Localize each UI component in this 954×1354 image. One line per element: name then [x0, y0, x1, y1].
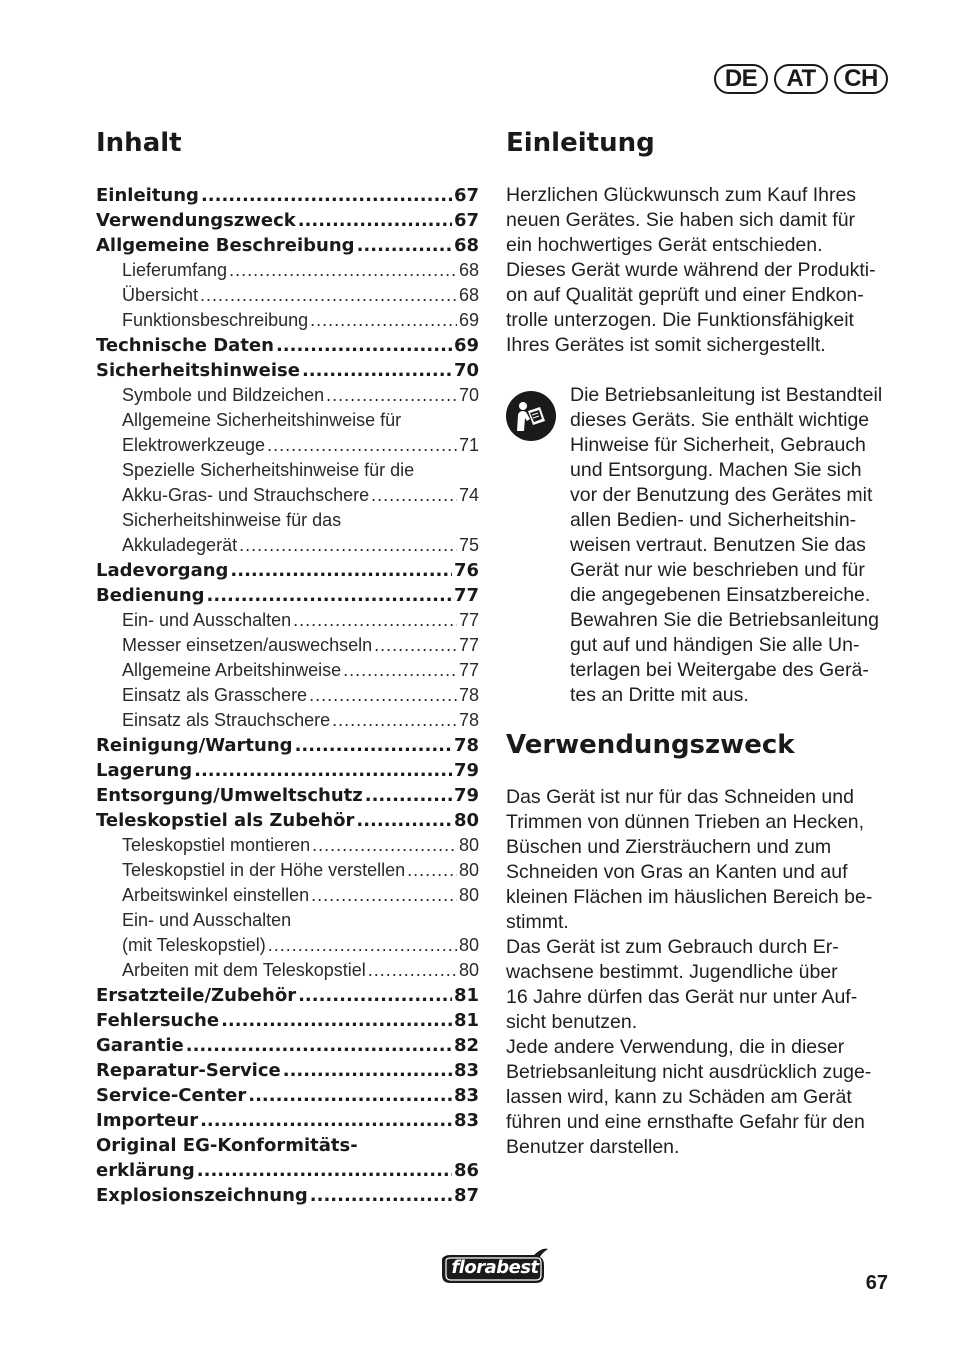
toc-dot-leader	[343, 658, 457, 683]
toc-dot-leader	[197, 1158, 452, 1183]
text-line: weisen vertraut. Benutzen Sie das	[570, 534, 866, 556]
toc-entry-page: 70	[458, 385, 479, 405]
toc-row	[96, 558, 479, 583]
toc-row	[96, 758, 479, 783]
toc-entry-title: Verwendungszweck	[96, 210, 296, 231]
text-line: kleinen Flächen im häuslichen Bereich be-	[506, 886, 873, 908]
toc-entry-title: Importeur	[96, 1110, 199, 1131]
toc-entry-title: Spezielle Sicherheitshinweise für die	[122, 460, 415, 480]
toc-entry-page: 77	[458, 610, 479, 630]
text-line: Herzlichen Glückwunsch zum Kauf Ihres	[506, 184, 857, 206]
toc-entry-title: Symbole und Bildzeichen	[122, 385, 325, 405]
toc-row	[96, 333, 479, 358]
table-of-contents	[96, 183, 479, 1208]
toc-entry-page: 70	[453, 360, 479, 381]
toc-entry-title: Garantie	[96, 1035, 184, 1056]
toc-dot-leader	[230, 558, 452, 583]
text-line: trolle unterzogen. Die Funktionsfähigkeit	[506, 309, 854, 331]
toc-row	[96, 283, 479, 308]
toc-dot-leader	[194, 758, 452, 783]
toc-entry-title: Ein- und Ausschalten	[122, 610, 292, 630]
purpose-heading: Verwendungszweck	[506, 730, 795, 760]
text-line: on auf Qualität geprüft und einer Endkon-	[506, 284, 864, 306]
text-line: Schneiden von Gras an Kanten und auf	[506, 861, 848, 883]
toc-dot-leader	[186, 1033, 452, 1058]
toc-entry-page: 69	[453, 335, 479, 356]
toc-entry-title: (mit Teleskopstiel)	[122, 935, 266, 955]
toc-entry-page: 80	[453, 810, 479, 831]
toc-entry-title: Allgemeine Arbeitshinweise	[122, 660, 342, 680]
toc-row	[96, 1133, 479, 1158]
toc-entry-title: Einsatz als Grasschere	[122, 685, 308, 705]
intro-heading: Einleitung	[506, 128, 655, 158]
toc-entry-page: 79	[453, 785, 479, 806]
toc-entry-title: Technische Daten	[96, 335, 274, 356]
toc-row	[96, 208, 479, 233]
toc-dot-leader	[407, 858, 457, 883]
toc-dot-leader	[276, 333, 452, 358]
toc-entry-page: 81	[453, 985, 479, 1006]
toc-entry-page: 68	[453, 235, 479, 256]
toc-dot-leader	[200, 283, 457, 308]
toc-entry-title: Arbeitswinkel einstellen	[122, 885, 310, 905]
toc-dot-leader	[267, 433, 457, 458]
text-line: und Entsorgung. Machen Sie sich	[570, 459, 862, 481]
toc-dot-leader	[207, 583, 452, 608]
text-line: 16 Jahre dürfen das Gerät nur unter Auf-	[506, 986, 858, 1008]
toc-entry-title: Original EG-Konformitäts-	[96, 1135, 358, 1156]
toc-entry-page: 77	[458, 660, 479, 680]
toc-entry-title: Elektrowerkzeuge	[122, 435, 266, 455]
text-line: Hinweise für Sicherheit, Gebrauch	[570, 434, 866, 456]
toc-row	[96, 858, 479, 883]
manual-notice-text	[570, 383, 894, 708]
toc-entry-page: 80	[458, 960, 479, 980]
toc-row	[96, 383, 479, 408]
toc-dot-leader	[295, 733, 452, 758]
page-number: 67	[865, 1272, 888, 1294]
toc-entry-title: Teleskopstiel in der Höhe verstellen	[122, 860, 406, 880]
text-line: Gerät nur wie beschrieben und für	[570, 559, 865, 581]
toc-row	[96, 258, 479, 283]
toc-entry-page: 77	[453, 585, 479, 606]
toc-dot-leader	[201, 183, 452, 208]
toc-entry-page: 67	[453, 185, 479, 206]
text-line: vor der Benutzung des Gerätes mit	[570, 484, 873, 506]
toc-row	[96, 1033, 479, 1058]
toc-row	[96, 1108, 479, 1133]
toc-entry-title: Service-Center	[96, 1085, 247, 1106]
toc-entry-title: Bedienung	[96, 585, 205, 606]
text-line: Die Betriebsanleitung ist Bestandteil	[570, 384, 883, 406]
toc-entry-title: Messer einsetzen/auswechseln	[122, 635, 373, 655]
toc-entry-page: 80	[458, 835, 479, 855]
text-line: ein hochwertiges Gerät entschieden.	[506, 234, 823, 256]
toc-entry-title: Reinigung/Wartung	[96, 735, 293, 756]
toc-entry-page: 68	[458, 260, 479, 280]
toc-row	[96, 483, 479, 508]
text-line: Das Gerät ist zum Gebrauch durch Er-	[506, 936, 839, 958]
toc-row	[96, 183, 479, 208]
toc-dot-leader	[283, 1058, 452, 1083]
toc-dot-leader	[326, 383, 457, 408]
text-line: allen Bedien- und Sicherheitshin-	[570, 509, 857, 531]
intro-paragraph	[506, 183, 896, 358]
toc-row	[96, 633, 479, 658]
text-line: sicht benutzen.	[506, 1011, 638, 1033]
toc-heading: Inhalt	[96, 128, 182, 158]
florabest-logo	[438, 1245, 550, 1289]
toc-entry-title: Fehlersuche	[96, 1010, 220, 1031]
toc-entry-title: Ladevorgang	[96, 560, 229, 581]
text-line: Das Gerät ist nur für das Schneiden und	[506, 786, 854, 808]
toc-dot-leader	[356, 808, 452, 833]
toc-dot-leader	[310, 308, 457, 333]
toc-entry-page: 80	[458, 935, 479, 955]
toc-entry-title: Reparatur-Service	[96, 1060, 281, 1081]
toc-row	[96, 933, 479, 958]
toc-dot-leader	[368, 958, 457, 983]
toc-row	[96, 408, 479, 433]
toc-row	[96, 533, 479, 558]
toc-entry-title: erklärung	[96, 1160, 195, 1181]
toc-entry-page: 78	[458, 685, 479, 705]
toc-row	[96, 358, 479, 383]
toc-dot-leader	[229, 258, 457, 283]
toc-row	[96, 583, 479, 608]
toc-row	[96, 808, 479, 833]
toc-dot-leader	[371, 483, 457, 508]
toc-entry-title: Einleitung	[96, 185, 199, 206]
toc-row	[96, 983, 479, 1008]
text-line: gut auf und händigen Sie alle Un-	[570, 634, 860, 656]
toc-entry-page: 68	[458, 285, 479, 305]
toc-entry-page: 86	[453, 1160, 479, 1181]
text-line: stimmt.	[506, 911, 569, 933]
toc-entry-title: Ersatzteile/Zubehör	[96, 985, 297, 1006]
toc-row	[96, 783, 479, 808]
toc-entry-title: Explosionszeichnung	[96, 1185, 308, 1206]
toc-entry-title: Lagerung	[96, 760, 193, 781]
toc-entry-title: Entsorgung/Umweltschutz	[96, 785, 363, 806]
toc-entry-page: 67	[453, 210, 479, 231]
toc-entry-title: Teleskopstiel als Zubehör	[96, 810, 355, 831]
brand-name: florabest	[451, 1257, 539, 1278]
toc-entry-page: 80	[458, 860, 479, 880]
toc-row	[96, 458, 479, 483]
toc-entry-page: 80	[458, 885, 479, 905]
toc-entry-title: Lieferumfang	[122, 260, 228, 280]
text-line: führen und eine ernsthafte Gefahr für den	[506, 1111, 865, 1133]
toc-entry-page: 83	[453, 1060, 479, 1081]
text-line: Bewahren Sie die Betriebsanleitung	[570, 609, 879, 631]
toc-dot-leader	[312, 833, 457, 858]
toc-dot-leader	[374, 633, 457, 658]
toc-entry-page: 83	[453, 1085, 479, 1106]
toc-dot-leader	[302, 358, 452, 383]
toc-dot-leader	[311, 883, 457, 908]
toc-entry-title: Allgemeine Beschreibung	[96, 235, 355, 256]
toc-entry-title: Allgemeine Sicherheitshinweise für	[122, 410, 402, 430]
toc-row	[96, 708, 479, 733]
language-badge-ch: CH	[834, 64, 888, 94]
toc-entry-page: 82	[453, 1035, 479, 1056]
toc-entry-page: 75	[458, 535, 479, 555]
toc-entry-page: 83	[453, 1110, 479, 1131]
toc-entry-page: 78	[458, 710, 479, 730]
toc-row	[96, 508, 479, 533]
toc-row	[96, 683, 479, 708]
language-badge-de: DE	[714, 64, 768, 94]
toc-entry-page: 87	[453, 1185, 479, 1206]
toc-row	[96, 958, 479, 983]
toc-dot-leader	[332, 708, 457, 733]
toc-dot-leader	[221, 1008, 452, 1033]
language-badges	[714, 64, 888, 94]
toc-entry-page: 77	[458, 635, 479, 655]
toc-entry-title: Sicherheitshinweise	[96, 360, 300, 381]
text-line: Betriebsanleitung nicht ausdrücklich zuge-	[506, 1061, 872, 1083]
text-line: Benutzer darstellen.	[506, 1136, 680, 1158]
toc-dot-leader	[357, 233, 452, 258]
toc-entry-page: 81	[453, 1010, 479, 1031]
toc-dot-leader	[298, 208, 452, 233]
toc-row	[96, 308, 479, 333]
toc-entry-page: 71	[458, 435, 479, 455]
toc-entry-title: Funktionsbeschreibung	[122, 310, 309, 330]
toc-row	[96, 1008, 479, 1033]
toc-dot-leader	[268, 933, 457, 958]
toc-dot-leader	[365, 783, 452, 808]
toc-entry-title: Akkuladegerät	[122, 535, 238, 555]
toc-entry-title: Übersicht	[122, 285, 199, 305]
toc-row	[96, 908, 479, 933]
toc-row	[96, 1183, 479, 1208]
toc-entry-title: Akku-Gras- und Strauchschere	[122, 485, 370, 505]
text-line: die angegebenen Einsatzbereiche.	[570, 584, 871, 606]
toc-row	[96, 1158, 479, 1183]
toc-entry-title: Einsatz als Strauchschere	[122, 710, 331, 730]
toc-entry-page: 79	[453, 760, 479, 781]
toc-entry-page: 69	[458, 310, 479, 330]
text-line: lassen wird, kann zu Schäden am Gerät	[506, 1086, 852, 1108]
toc-entry-page: 76	[453, 560, 479, 581]
text-line: tes an Dritte mit aus.	[570, 684, 749, 706]
toc-row	[96, 658, 479, 683]
toc-row	[96, 883, 479, 908]
text-line: Jede andere Verwendung, die in dieser	[506, 1036, 845, 1058]
purpose-paragraph	[506, 785, 896, 1160]
text-line: wachsene bestimmt. Jugendliche über	[506, 961, 838, 983]
text-line: Trimmen von dünnen Trieben an Hecken,	[506, 811, 865, 833]
toc-dot-leader	[248, 1083, 452, 1108]
toc-row	[96, 433, 479, 458]
read-manual-icon	[506, 391, 556, 441]
toc-entry-title: Ein- und Ausschalten	[122, 910, 292, 930]
toc-dot-leader	[310, 1183, 452, 1208]
text-line: Ihres Gerätes ist somit sichergestellt.	[506, 334, 826, 356]
toc-row	[96, 608, 479, 633]
toc-entry-page: 74	[458, 485, 479, 505]
toc-row	[96, 1058, 479, 1083]
toc-dot-leader	[309, 683, 457, 708]
text-line: neuen Gerätes. Sie haben sich damit für	[506, 209, 856, 231]
toc-dot-leader	[239, 533, 457, 558]
text-line: dieses Geräts. Sie enthält wichtige	[570, 409, 870, 431]
toc-row	[96, 233, 479, 258]
toc-entry-title: Arbeiten mit dem Teleskopstiel	[122, 960, 366, 980]
text-line: Dieses Gerät wurde während der Produkti-	[506, 259, 876, 281]
text-line: Büschen und Ziersträuchern und zum	[506, 836, 832, 858]
text-line: terlagen bei Weitergabe des Gerä-	[570, 659, 869, 681]
toc-dot-leader	[200, 1108, 452, 1133]
toc-row	[96, 1083, 479, 1108]
toc-dot-leader	[293, 608, 457, 633]
toc-entry-title: Sicherheitshinweise für das	[122, 510, 342, 530]
toc-entry-page: 78	[453, 735, 479, 756]
toc-entry-title: Teleskopstiel montieren	[122, 835, 311, 855]
language-badge-at: AT	[774, 64, 828, 94]
toc-row	[96, 733, 479, 758]
toc-dot-leader	[298, 983, 452, 1008]
toc-row	[96, 833, 479, 858]
